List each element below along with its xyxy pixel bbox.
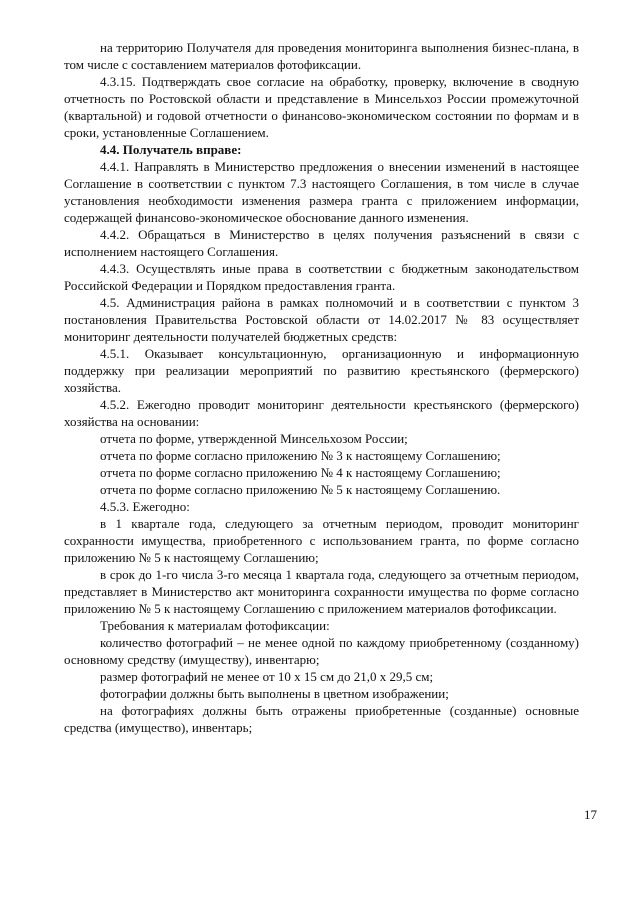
list-item: отчета по форме согласно приложению № 5 к настоящему Соглашению. (100, 482, 501, 497)
paragraph: 4.4.1. Направлять в Министерство предложения о внесении изменений в настоящее Соглашение в соответствии с пунктом 7.3 настоящего Соглашения, в том числе в случае установления необходимости изменения размера гранта с приложением информации, содержащей финансово-экономическое обоснование данного изменения. (64, 159, 579, 225)
list-item: отчета по форме согласно приложению № 4 к настоящему Соглашению; (100, 465, 501, 480)
list-item: на фотографиях должны быть отражены приобретенные (созданные) основные средства (имущество), инвентарь; (64, 703, 579, 735)
paragraph: 4.5.2. Ежегодно проводит мониторинг деятельности крестьянского (фермерского) хозяйства на основании: (64, 397, 579, 429)
list-item: отчета по форме, утвержденной Минсельхозом России; (100, 431, 408, 446)
paragraph: Требования к материалам фотофиксации: (100, 618, 330, 633)
paragraph: 4.4.2. Обращаться в Министерство в целях получения разъяснений в связи с исполнением настоящего Соглашения. (64, 227, 579, 259)
list-item: количество фотографий – не менее одной по каждому приобретенному (созданному) основному средству (имуществу), инвентарю; (64, 635, 579, 667)
list-item: отчета по форме согласно приложению № 3 к настоящему Соглашению; (100, 448, 501, 463)
list-item: в 1 квартале года, следующего за отчетным периодом, проводит мониторинг сохранности имущества, приобретенного с использованием гранта, по форме согласно приложению № 5 к настоящему Соглашению; (64, 516, 579, 565)
list-item: в срок до 1-го числа 3-го месяца 1 квартала года, следующего за отчетным периодом, представляет в Министерство акт мониторинга сохранности имущества по форме согласно приложению № 5 к настоящему Соглашению с приложением материалов фотофиксации. (64, 567, 579, 616)
paragraph: 4.4.3. Осуществлять иные права в соответствии с бюджетным законодательством Российской Федерации и Порядком предоставления гранта. (64, 261, 579, 293)
list-item: фотографии должны быть выполнены в цветном изображении; (100, 686, 449, 701)
paragraph: 4.5. Администрация района в рамках полномочий и в соответствии с пунктом 3 постановления Правительства Ростовской области от 14.02.2017 № 83 осуществляет мониторинг деятельности получателей бюджетных средств: (64, 295, 579, 344)
section-heading (64, 141, 579, 158)
paragraph: на территорию Получателя для проведения мониторинга выполнения бизнес-плана, в том числе с составлением материалов фотофиксации. (64, 40, 579, 72)
section-heading-text: 4.4. Получатель вправе: (100, 142, 242, 157)
paragraph: 4.5.3. Ежегодно: (100, 499, 190, 514)
page-number: 17 (584, 807, 597, 822)
paragraph: 4.5.1. Оказывает консультационную, организационную и информационную поддержку при реализации мероприятий по развитию крестьянского (фермерского) хозяйства. (64, 346, 579, 395)
list-item: размер фотографий не менее от 10 х 15 см до 21,0 х 29,5 см; (100, 669, 434, 684)
body-text (64, 39, 579, 736)
paragraph: 4.3.15. Подтверждать свое согласие на обработку, проверку, включение в сводную отчетность по Ростовской области и представление в Минсельхоз России промежуточной (квартальной) и годовой отчетности о финансово-экономическом состоянии по формам и в сроки, установленные Соглашением. (64, 74, 579, 140)
